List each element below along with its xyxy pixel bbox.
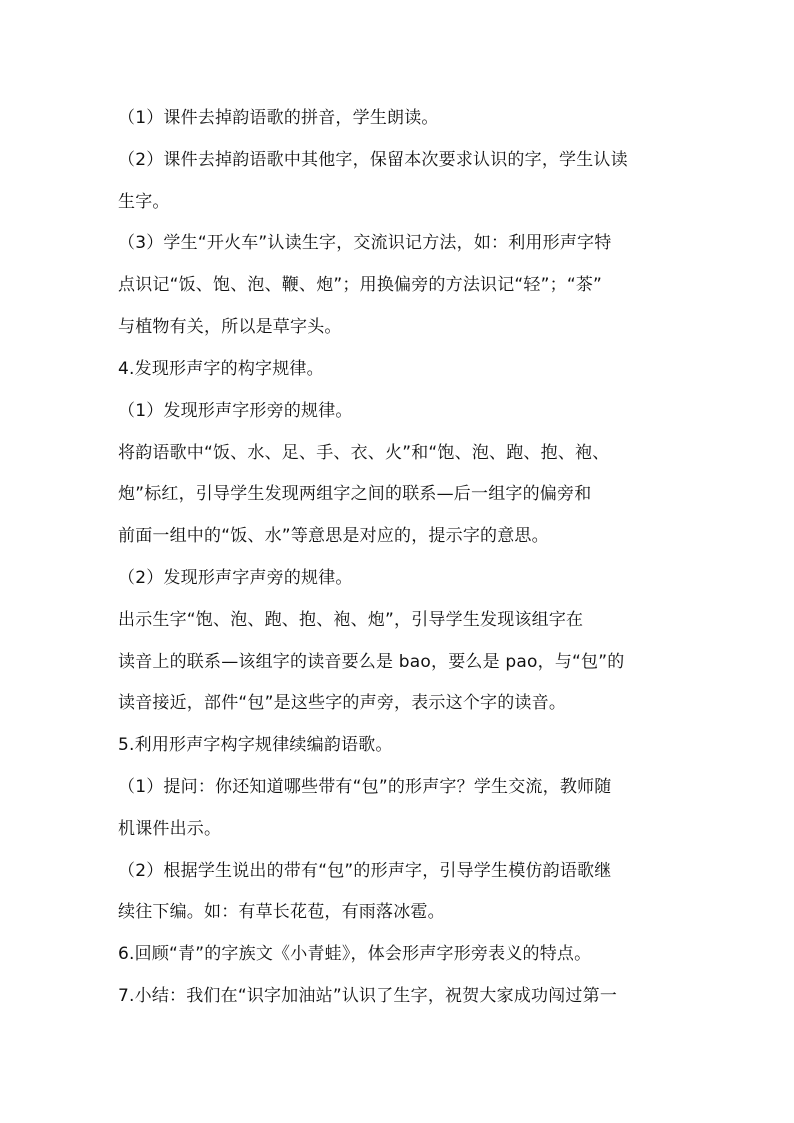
text-line-19: （2）根据学生说出的带有“包”的形声字，引导学生模仿韵语歌继: [118, 861, 612, 881]
section-heading-4: 4.发现形声字的构字规律。: [118, 359, 324, 379]
text-line-8: （1）发现形声字形旁的规律。: [118, 401, 353, 421]
text-line-20: 续往下编。如：有草长花苞，有雨落冰雹。: [118, 902, 445, 922]
text-line-15: 读音接近，部件“包”是这些字的声旁，表示这个字的读音。: [118, 693, 567, 713]
section-heading-5: 5.利用形声字构字规律续编韵语歌。: [118, 735, 393, 755]
text-line-2: （2）课件去掉韵语歌中其他字，保留本次要求认识的字，学生认读: [118, 150, 628, 170]
text-line-5: 点识记“饭、饱、泡、鞭、炮”；用换偏旁的方法识记“轻”；“茶”: [118, 275, 603, 295]
text-line-3: 生字。: [118, 192, 170, 212]
text-line-14: 读音上的联系—该组字的读音要么是 bao，要么是 pao，与“包”的: [118, 652, 625, 672]
text-line-11: 前面一组中的“饭、水”等意思是对应的，提示字的意思。: [118, 526, 549, 546]
text-line-18: 机课件出示。: [118, 819, 222, 839]
text-line-6: 与植物有关，所以是草字头。: [118, 317, 342, 337]
text-line-4: （3）学生“开火车”认读生字，交流识记方法，如：利用形声字特: [118, 233, 612, 253]
text-line-10: 炮”标红，引导学生发现两组字之间的联系—后一组字的偏旁和: [118, 484, 592, 504]
text-line-13: 出示生字“饱、泡、跑、抱、袍、炮”，引导学生发现该组字在: [118, 610, 584, 630]
section-heading-6: 6.回顾“青”的字族文《小青蛙》，体会形声字形旁表义的特点。: [118, 944, 592, 964]
text-line-17: （1）提问：你还知道哪些带有“包”的形声字？学生交流，教师随: [118, 777, 612, 797]
section-heading-7: 7.小结：我们在“识字加油站”认识了生字，祝贺大家成功闯过第一: [118, 986, 618, 1006]
text-line-9: 将韵语歌中“饭、水、足、手、衣、火”和“饱、泡、跑、抱、袍、: [118, 443, 610, 463]
text-line-1: （1）课件去掉韵语歌的拼音，学生朗读。: [118, 108, 439, 128]
text-line-12: （2）发现形声字声旁的规律。: [118, 568, 353, 588]
